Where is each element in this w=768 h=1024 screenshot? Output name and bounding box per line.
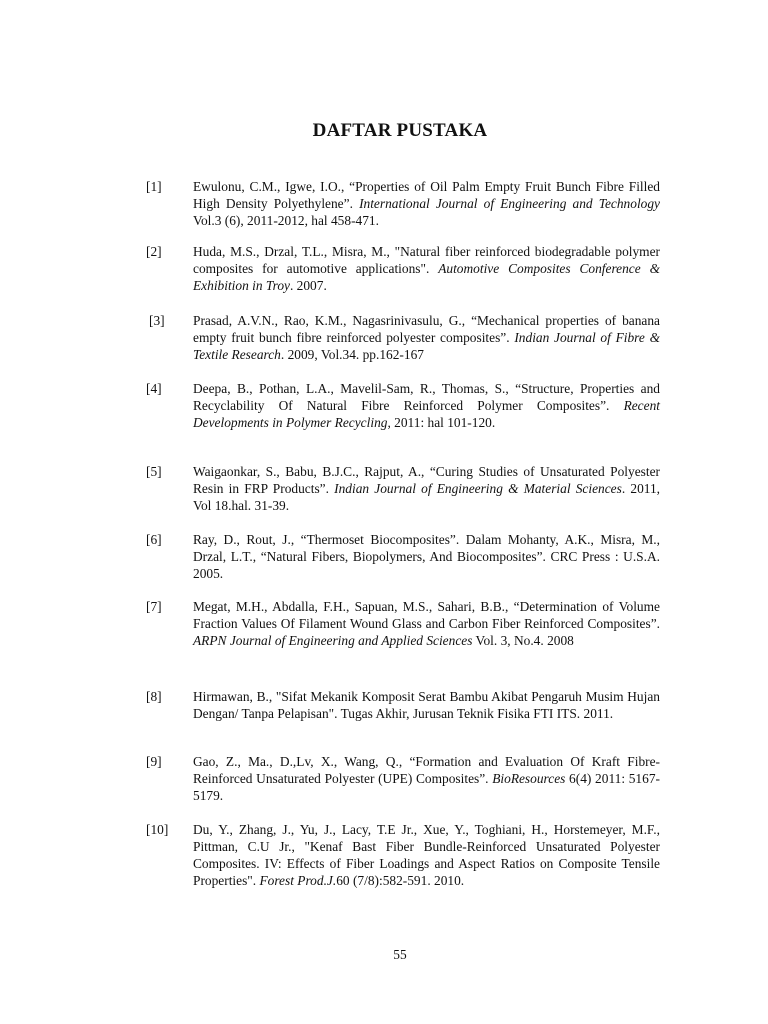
reference-text-segment: Deepa, B., Pothan, L.A., Mavelil-Sam, R., Thomas, S., “Structure, Properties and Recyclability Of Natural Fibre Reinforced Polymer Composites”. [193,381,660,413]
reference-source-italic: ARPN Journal of Engineering and Applied Sciences [193,633,473,648]
reference-number: [2] [146,244,162,259]
reference-item [146,688,660,722]
reference-item [146,463,660,514]
reference-number: [5] [146,464,162,479]
reference-item [146,531,660,582]
reference-text [193,380,660,431]
reference-item [146,821,660,889]
reference-text-segment: Prasad, A.V.N., Rao, K.M., Nagasrinivasulu, G., “Mechanical properties of banana empty fruit bunch fibre reinforced polyester composites”. [193,313,660,345]
reference-text [193,753,660,804]
reference-item [146,598,660,649]
reference-number: [4] [146,381,162,396]
reference-text-segment: Vol.3 (6), 2011-2012, hal 458-471. [193,213,379,228]
reference-item [146,380,660,431]
reference-text-segment: 60 (7/8):582-591. 2010. [336,873,465,888]
reference-text [193,688,660,722]
reference-number: [10] [146,822,169,837]
reference-source-italic: Recent Developments in Polymer Recycling [193,398,660,430]
reference-text-segment: Du, Y., Zhang, J., Yu, J., Lacy, T.E Jr., Xue, Y., Toghiani, H., Horstemeyer, M.F., Pittman, C.U Jr., "Kenaf Bast Fiber Bundle-Reinforced Unsaturated Polyester Composites. IV: Effects of Fiber Loadings and Aspect Ratios on Composite Tensile Properties". [193,822,660,888]
reference-text [193,463,660,514]
reference-text-segment: Hirmawan, B., "Sifat Mekanik Komposit Serat Bambu Akibat Pengaruh Musim Hujan Dengan/ Tanpa Pelapisan". Tugas Akhir, Jurusan Teknik Fisika FTI ITS. 2011. [193,689,660,721]
reference-text [193,598,660,649]
page-title: DAFTAR PUSTAKA [312,120,488,141]
reference-source-italic: International Journal of Engineering and Technology [359,196,661,211]
reference-source-italic: BioResources [492,771,566,786]
reference-number: [8] [146,689,162,704]
reference-text-segment: . 2011, Vol 18.hal. 31-39. [193,481,661,513]
reference-item [146,312,660,363]
page-number: 55 [393,947,407,962]
reference-text [193,178,660,229]
reference-text-segment: . 2007. [289,278,327,293]
reference-source-italic: Forest Prod.J. [259,873,337,888]
reference-text [193,243,660,294]
reference-number: [1] [146,179,162,194]
reference-source-italic: Automotive Composites Conference & Exhibition in Troy [193,261,660,293]
reference-text-segment: Megat, M.H., Abdalla, F.H., Sapuan, M.S., Sahari, B.B., “Determination of Volume Fraction Values Of Filament Wound Glass and Carbon Fiber Reinforced Composites”. [193,599,660,631]
reference-text-segment: Ewulonu, C.M., Igwe, I.O., “Properties of Oil Palm Empty Fruit Bunch Fibre Filled High Density Polyethylene”. [193,179,660,211]
reference-text [193,312,660,363]
reference-text-segment: Gao, Z., Ma., D.,Lv, X., Wang, Q., “Formation and Evaluation Of Kraft Fibre-Reinforced Unsaturated Polyester (UPE) Composites”. [193,754,660,786]
reference-text-segment: , 2011: hal 101-120. [387,415,496,430]
reference-item [146,753,660,804]
reference-number: [7] [146,599,162,614]
reference-text-segment: Huda, M.S., Drzal, T.L., Misra, M., "Natural fiber reinforced biodegradable polymer composites for automotive applications". [193,244,660,276]
reference-text [193,821,660,889]
reference-item [146,178,660,229]
reference-text [193,531,660,582]
reference-source-italic: Indian Journal of Engineering & Material Sciences [334,481,622,496]
reference-item [146,243,660,294]
reference-text-segment: . 2009, Vol.34. pp.162-167 [280,347,424,362]
reference-text-segment: Waigaonkar, S., Babu, B.J.C., Rajput, A., “Curing Studies of Unsaturated Polyester Resin in FRP Products”. [193,464,660,496]
reference-text-segment: Ray, D., Rout, J., “Thermoset Biocomposites”. Dalam Mohanty, A.K., Misra, M., Drzal, L.T., “Natural Fibers, Biopolymers, And Biocomposites”. CRC Press : U.S.A. 2005. [193,532,660,581]
reference-text-segment: 6(4) 2011: 5167-5179. [193,771,660,803]
reference-number: [6] [146,532,162,547]
reference-text-segment: Vol. 3, No.4. 2008 [472,633,574,648]
reference-number: [9] [146,754,162,769]
reference-number: [3] [149,313,165,328]
reference-source-italic: Indian Journal of Fibre & Textile Research [193,330,660,362]
